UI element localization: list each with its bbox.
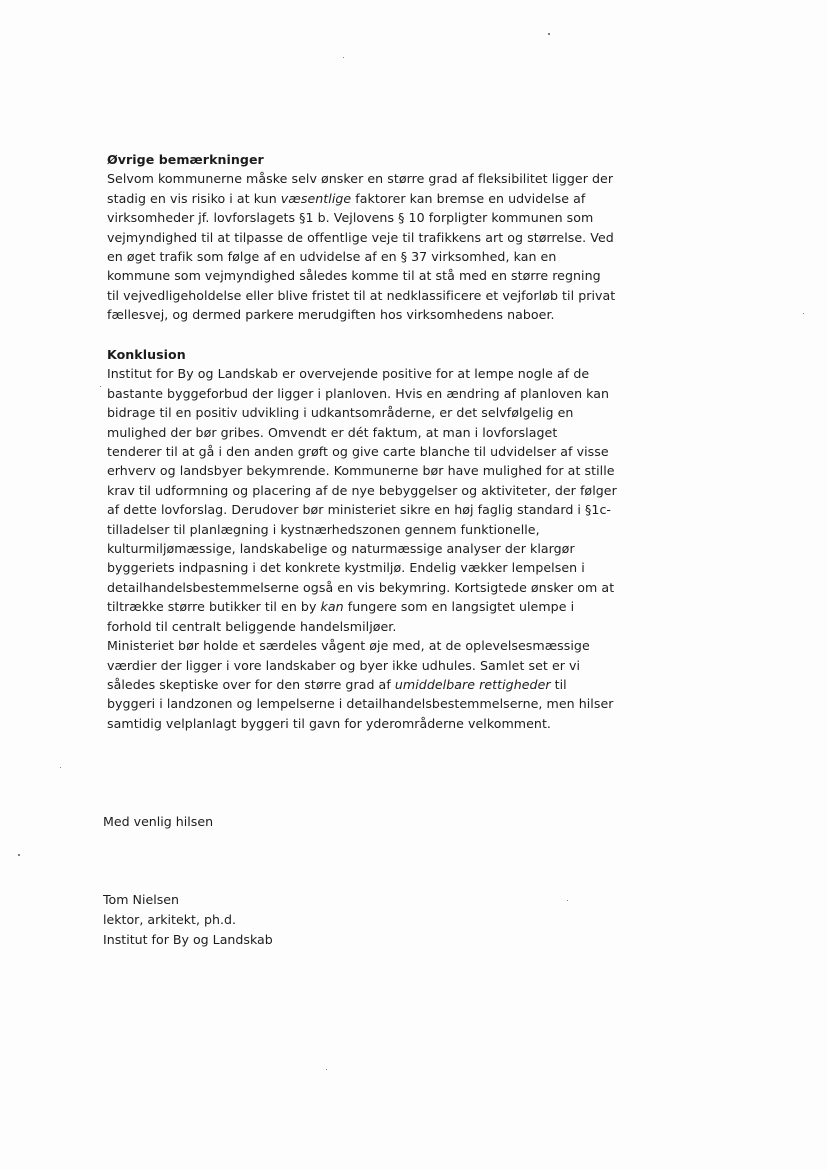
section-heading-konklusion: Konklusion <box>107 347 186 362</box>
paragraph-line: virksomheder jf. lovforslagets §1 b. Vejlovens § 10 forpligter kommunen som <box>107 210 594 226</box>
paragraph-line: bidrage til en positiv udvikling i udkantsområderne, er det selvfølgelig en <box>107 405 574 421</box>
paragraph-line: stadig en vis risiko i at kun væsentlige faktorer kan bremse en udvidelse af <box>107 190 586 206</box>
paragraph-line: forhold til centralt beliggende handelsmiljøer. <box>107 618 397 634</box>
scan-speck <box>100 386 101 387</box>
paragraph-line: af dette lovforslag. Derudover bør ministeriet sikre en høj faglig standard i §1c- <box>107 502 612 518</box>
scan-speck <box>60 767 61 768</box>
paragraph-line: vejmyndighed til at tilpasse de offentlige veje til trafikkens art og størrelse. Ved <box>107 229 614 245</box>
paragraph-line: tilladelser til planlægning i kystnærhedszonen gennem funktionelle, <box>107 521 540 537</box>
paragraph-line: bastante byggeforbud der ligger i planloven. Hvis en ændring af planloven kan <box>107 385 610 401</box>
paragraph-line: krav til udformning og placering af de nye bebyggelser og aktiviteter, der følger <box>107 482 617 498</box>
closing-greeting: Med venlig hilsen <box>103 814 214 829</box>
scan-speck <box>548 33 550 35</box>
italic-emphasis: kan <box>320 599 344 615</box>
paragraph-line: således skeptiske over for den større grad af umiddelbare rettigheder til <box>107 676 567 692</box>
scan-speck <box>18 854 20 856</box>
paragraph-line: byggeriets indpasning i det konkrete kystmiljø. Endelig vækker lempelsen i <box>107 560 585 576</box>
paragraph-line: Ministeriet bør holde et særdeles vågent øje med, at de oplevelsesmæssige <box>107 638 590 654</box>
paragraph-line: en øget trafik som følge af en udvidelse af en § 37 virksomhed, kan en <box>107 249 557 265</box>
scan-speck <box>326 1069 327 1070</box>
paragraph-line: Selvom kommunerne måske selv ønsker en større grad af fleksibilitet ligger der <box>107 171 614 187</box>
paragraph-line: fællesvej, og dermed parkere merudgiften hos virksomhedens naboer. <box>107 307 555 323</box>
paragraph-line: tenderer til at gå i den anden grøft og give carte blanche til udvidelser af visse <box>107 444 609 460</box>
paragraph-line: Institut for By og Landskab er overvejende positive for at lempe nogle af de <box>107 366 590 382</box>
paragraph-line: detailhandelsbestemmelserne også en vis bekymring. Kortsigtede ønsker om at <box>107 579 615 595</box>
paragraph-line: tiltrække større butikker til en by kan fungere som en langsigtet ulempe i <box>107 599 575 615</box>
italic-emphasis: umiddelbare rettigheder <box>394 676 551 692</box>
paragraph-line: værdier der ligger i vore landskaber og byer ikke udhules. Samlet set er vi <box>107 657 581 673</box>
section-heading-ovrige: Øvrige bemærkninger <box>107 152 264 167</box>
paragraph-line: kulturmiljømæssige, landskabelige og naturmæssige analyser der klargør <box>107 541 575 557</box>
paragraph-line: samtidig velplanlagt byggeri til gavn for yderområderne velkomment. <box>107 715 551 731</box>
scan-speck <box>343 57 344 58</box>
paragraph-line: mulighed der bør gribes. Omvendt er dét faktum, at man i lovforslaget <box>107 424 558 440</box>
signatory-institution: Institut for By og Landskab <box>103 932 273 947</box>
section-konklusion <box>107 345 627 733</box>
paragraph-line: byggeri i landzonen og lempelserne i detailhandelsbestemmelserne, men hilser <box>107 696 614 712</box>
scan-speck <box>567 900 568 901</box>
signatory-title: lektor, arkitekt, ph.d. <box>103 912 236 927</box>
signatory-name: Tom Nielsen <box>103 892 179 907</box>
paragraph-line: til vejvedligeholdelse eller blive fristet til at nedklassificere et vejforløb til privat <box>107 287 616 303</box>
paragraph-line: erhverv og landsbyer bekymrende. Kommunerne bør have mulighed for at stille <box>107 463 615 479</box>
section-ovrige <box>107 150 627 325</box>
italic-emphasis: væsentlige <box>280 190 352 206</box>
paragraph-line: kommune som vejmyndighed således komme til at stå med en større regning <box>107 268 601 284</box>
scan-speck <box>803 313 804 314</box>
